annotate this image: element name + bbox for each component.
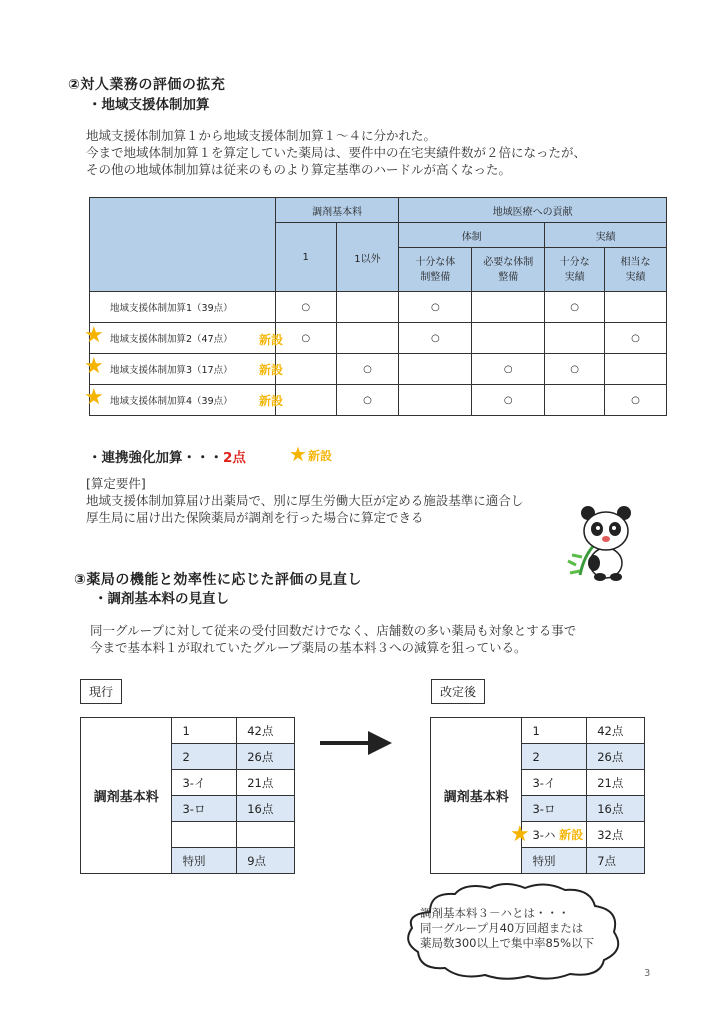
cell [545,385,605,416]
table-row [90,385,667,416]
para-line: 今まで基本料１が取れていたグループ薬局の基本料３への減算を狙っている。 [90,640,527,655]
cell: ○ [336,354,399,385]
cell: ○ [336,385,399,416]
cell: ○ [275,323,336,354]
cell [472,292,545,323]
revised-key: 2 [522,744,587,770]
cell: ○ [472,385,545,416]
cell [336,323,399,354]
revised-table [430,717,645,874]
para-line: 今まで地域体制加算１を算定していた薬局は、要件中の在宅実績件数が２倍になったが、 [86,145,587,160]
panda-illustration [566,505,636,583]
para-line: 地域支援体制加算１から地域支援体制加算１～４に分かれた。 [86,128,437,143]
revised-label: 改定後 [431,679,485,704]
header-hitsuyou-taisei: 必要な体制整備 [472,248,545,292]
table-corner [90,198,276,292]
revised-key: 1 [522,718,587,744]
current-key: 1 [172,718,237,744]
cell: ○ [605,323,667,354]
header-juubun-jisseki: 十分な実績 [545,248,605,292]
row-label: 地域支援体制加算3（17点） [90,354,276,385]
star-icon: ★ [289,442,307,466]
header-kihon: 調剤基本料 [275,198,399,223]
cell [399,354,472,385]
arrow-right-icon [318,728,394,758]
renkei-label: ・連携強化加算・・・ [88,450,223,466]
current-key: 特別 [172,848,237,874]
revised-key: 3-イ [522,770,587,796]
header-jisseki: 実績 [545,223,667,248]
cell: ○ [545,292,605,323]
new-badge: 新設 [259,394,284,408]
cell [275,385,336,416]
revised-key-new: 3-ハ 新設 [522,822,587,848]
current-key: 3-イ [172,770,237,796]
row-label: 地域支援体制加算1（39点） [90,292,276,323]
revised-value: 26点 [587,744,645,770]
current-key [172,822,237,848]
cell [605,354,667,385]
current-key: 2 [172,744,237,770]
revised-value: 42点 [587,718,645,744]
cloud-line: 薬局数300以上で集中率85%以下 [420,936,595,950]
cell: ○ [605,385,667,416]
header-col-1igai: 1以外 [336,223,399,292]
cell: ○ [275,292,336,323]
current-value [237,822,295,848]
header-col-1: 1 [275,223,336,292]
star-icon: ★ [510,822,530,847]
cell: ○ [472,354,545,385]
section3-title: ③薬局の機能と効率性に応じた評価の見直し [74,572,362,588]
current-value: 9点 [237,848,295,874]
revised-row-label: 調剤基本料 [431,718,522,874]
section3-subtitle: ・調剤基本料の見直し [94,591,229,607]
req-title: [算定要件] [86,476,146,491]
cell [605,292,667,323]
section2-title: ②対人業務の評価の拡充 [68,77,226,93]
cell [472,323,545,354]
header-soutou-jisseki: 相当な実績 [605,248,667,292]
cell [275,354,336,385]
current-value: 21点 [237,770,295,796]
revised-key: 3-ロ [522,796,587,822]
header-koken: 地域医療への貢献 [399,198,667,223]
current-row-label: 調剤基本料 [81,718,172,874]
star-icon: ★ [84,323,104,348]
renkei-line [88,446,246,466]
table-row [90,354,667,385]
para-line: その他の地域体制加算は従来のものより算定基準のハードルが高くなった。 [86,162,512,177]
req-line: 厚生局に届け出た保険薬局が調剤を行った場合に算定できる [86,510,424,525]
section2-paragraph [86,127,586,178]
revised-value: 21点 [587,770,645,796]
cell: ○ [545,354,605,385]
new-badge: 新設 [259,333,284,347]
header-taisei: 体制 [399,223,545,248]
renkei-points: 2点 [223,450,246,466]
current-table [80,717,295,874]
revised-key: 特別 [522,848,587,874]
renkei-new-badge: 新設 [308,449,333,463]
current-label: 現行 [80,679,122,704]
row-label: 地域支援体制加算2（47点） [90,323,276,354]
para-line: 同一グループに対して従来の受付回数だけでなく、店舗数の多い薬局も対象とする事で [90,623,577,638]
row-label: 地域支援体制加算4（39点） [90,385,276,416]
cell: ○ [399,292,472,323]
table-row [90,323,667,354]
req-line: 地域支援体制加算届け出薬局で、別に厚生労働大臣が定める施設基準に適合し [86,493,524,508]
cloud-line: 調剤基本料３－ハとは・・・ [420,906,570,920]
current-value: 42点 [237,718,295,744]
current-value: 26点 [237,744,295,770]
page-number: 3 [644,968,651,979]
section2-subtitle: ・地域支援体制加算 [88,97,210,113]
cloud-line: 同一グループ月40万回超または [420,921,584,935]
renkei-requirements [86,475,523,526]
star-icon: ★ [84,385,104,410]
cell [336,292,399,323]
current-value: 16点 [237,796,295,822]
new-badge: 新設 [259,363,284,377]
new-badge: 新設 [559,828,584,842]
header-juubun-taisei: 十分な体制整備 [399,248,472,292]
revised-value: 16点 [587,796,645,822]
kasan-table [89,197,667,416]
current-key: 3-ロ [172,796,237,822]
revised-value: 7点 [587,848,645,874]
cloud-text [420,906,594,951]
revised-value: 32点 [587,822,645,848]
table-row [90,292,667,323]
cell: ○ [399,323,472,354]
star-icon: ★ [84,354,104,379]
section3-paragraph [90,622,576,656]
cell [545,323,605,354]
cell [399,385,472,416]
